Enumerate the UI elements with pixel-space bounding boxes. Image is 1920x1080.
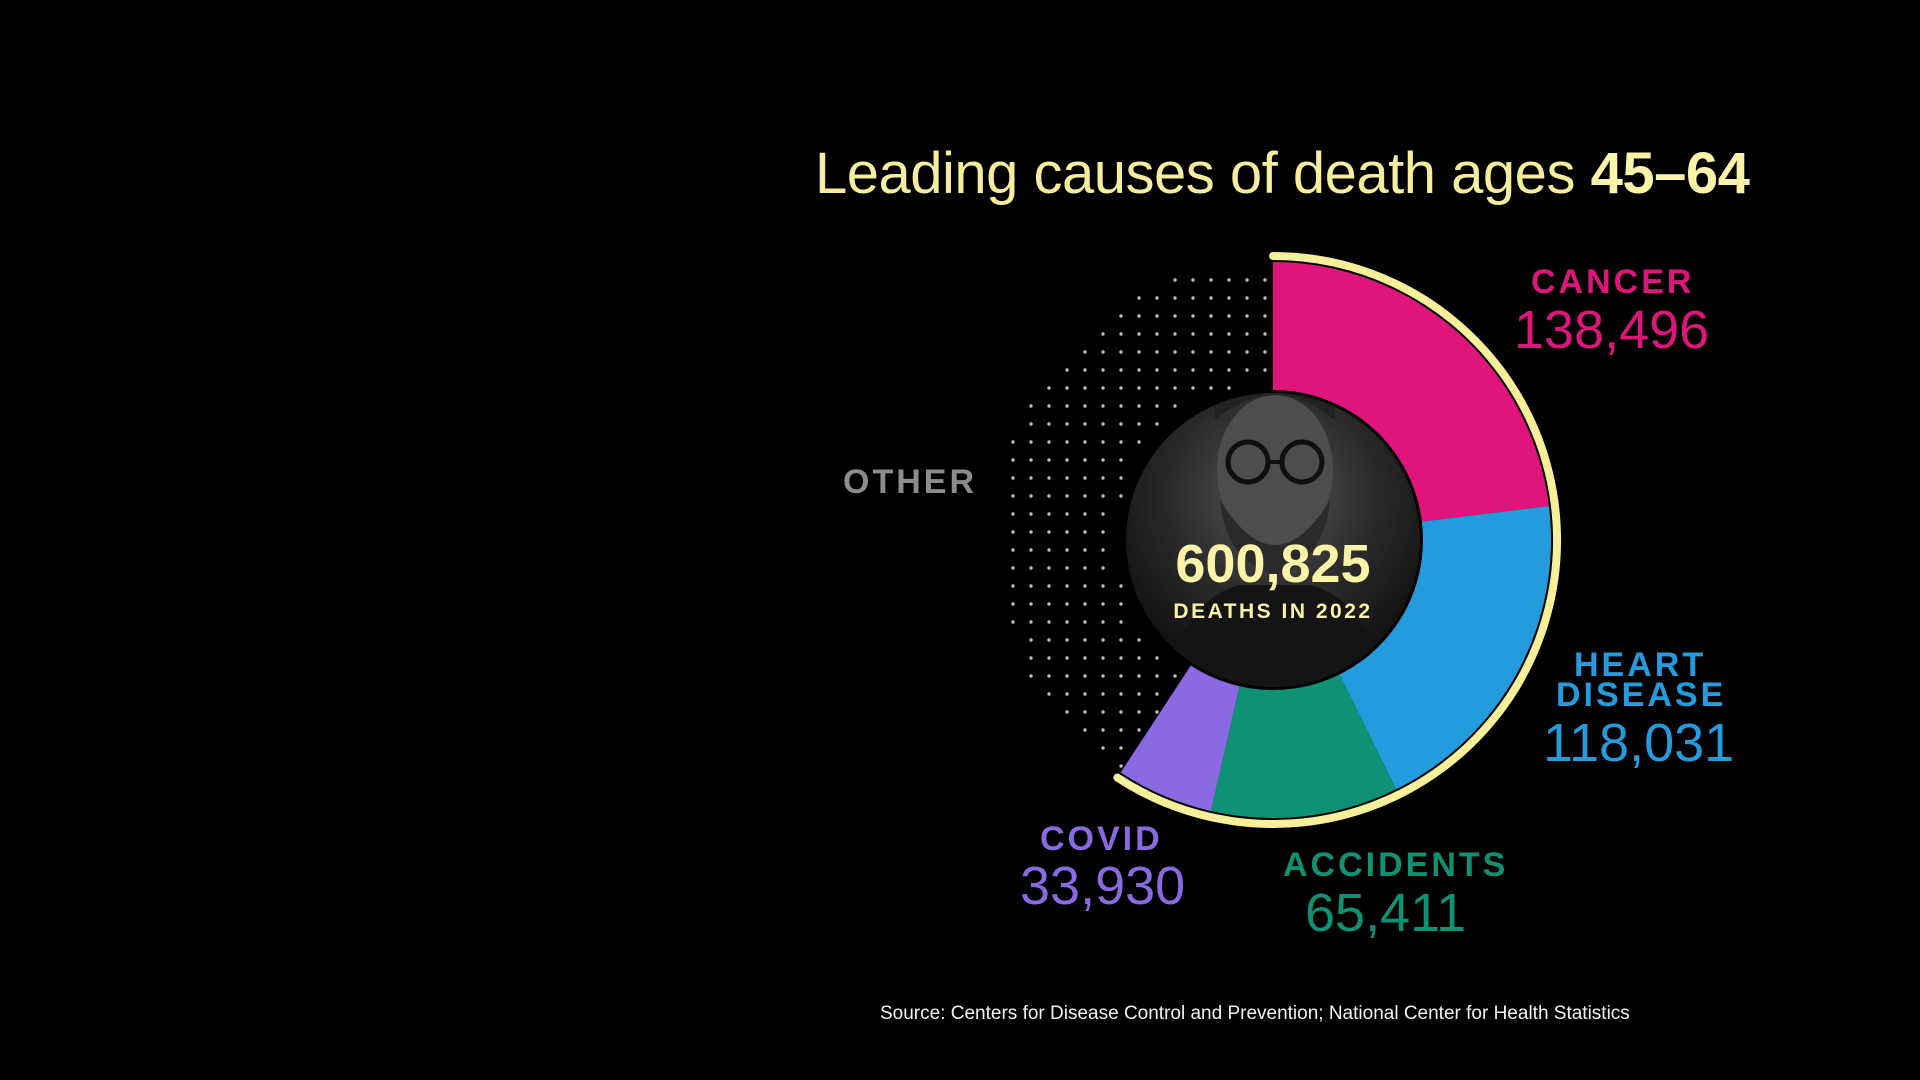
other-dot xyxy=(1011,494,1014,497)
other-dot xyxy=(1119,458,1122,461)
other-dot xyxy=(1011,440,1014,443)
other-dot xyxy=(1209,350,1212,353)
other-dot xyxy=(1101,602,1104,605)
other-dot xyxy=(1263,278,1266,281)
other-dot xyxy=(1209,386,1212,389)
other-dot xyxy=(1065,692,1068,695)
other-dot xyxy=(1119,314,1122,317)
label-accidents-value: 65,411 xyxy=(1305,883,1467,943)
other-dot xyxy=(1047,548,1050,551)
label-heart-disease-value: 118,031 xyxy=(1543,713,1735,773)
label-covid-value: 33,930 xyxy=(1020,856,1186,916)
other-dot xyxy=(1083,386,1086,389)
other-dot xyxy=(1065,368,1068,371)
other-dot xyxy=(1209,332,1212,335)
label-cancer-name: CANCER xyxy=(1531,263,1695,301)
other-dot xyxy=(1137,728,1140,731)
other-dot xyxy=(1065,476,1068,479)
other-dot xyxy=(1101,440,1104,443)
other-dot xyxy=(1083,530,1086,533)
center-total-label: DEATHS IN 2022 xyxy=(1173,600,1373,623)
other-dot xyxy=(1065,566,1068,569)
other-dot xyxy=(1029,674,1032,677)
other-dot xyxy=(1173,368,1176,371)
other-dot xyxy=(1209,314,1212,317)
other-dot xyxy=(1029,566,1032,569)
other-dot xyxy=(1155,674,1158,677)
other-dot xyxy=(1209,368,1212,371)
other-dot xyxy=(1119,422,1122,425)
other-dot xyxy=(1011,566,1014,569)
other-dot xyxy=(1101,512,1104,515)
other-dot xyxy=(1047,422,1050,425)
other-dot xyxy=(1029,422,1032,425)
other-dot xyxy=(1155,314,1158,317)
other-dot xyxy=(1065,458,1068,461)
other-dot xyxy=(1263,350,1266,353)
other-dot xyxy=(1029,548,1032,551)
other-dot xyxy=(1083,476,1086,479)
other-dot xyxy=(1101,422,1104,425)
other-dot xyxy=(1173,674,1176,677)
other-dot xyxy=(1191,350,1194,353)
other-dot xyxy=(1047,692,1050,695)
other-dot xyxy=(1119,404,1122,407)
other-dot xyxy=(1083,692,1086,695)
other-dot xyxy=(1101,350,1104,353)
other-dot xyxy=(1119,386,1122,389)
other-dot xyxy=(1155,422,1158,425)
other-dot xyxy=(1011,584,1014,587)
other-dot xyxy=(1245,296,1248,299)
other-dot xyxy=(1029,512,1032,515)
other-dot xyxy=(1065,440,1068,443)
other-dot xyxy=(1119,638,1122,641)
other-dot xyxy=(1065,512,1068,515)
other-dot xyxy=(1227,386,1230,389)
other-dot xyxy=(1083,494,1086,497)
other-dot xyxy=(1065,548,1068,551)
other-dot xyxy=(1101,728,1104,731)
other-dot xyxy=(1137,638,1140,641)
other-dot xyxy=(1011,620,1014,623)
other-dot xyxy=(1173,332,1176,335)
other-dot xyxy=(1227,350,1230,353)
other-dot xyxy=(1083,584,1086,587)
other-dot xyxy=(1065,530,1068,533)
other-dot xyxy=(1191,314,1194,317)
other-dot xyxy=(1029,404,1032,407)
other-dot xyxy=(1065,422,1068,425)
other-dot xyxy=(1047,494,1050,497)
other-dot xyxy=(1119,710,1122,713)
other-dot xyxy=(1245,314,1248,317)
other-dot xyxy=(1047,584,1050,587)
other-dot xyxy=(1083,548,1086,551)
other-dot xyxy=(1137,692,1140,695)
other-dot xyxy=(1173,350,1176,353)
other-dot xyxy=(1119,476,1122,479)
other-dot xyxy=(1227,314,1230,317)
other-dot xyxy=(1101,368,1104,371)
other-dot xyxy=(1011,476,1014,479)
other-dot xyxy=(1011,548,1014,551)
other-dot xyxy=(1119,692,1122,695)
other-dot xyxy=(1119,656,1122,659)
other-dot xyxy=(1083,602,1086,605)
other-dot xyxy=(1227,368,1230,371)
other-dot xyxy=(1011,530,1014,533)
other-dot xyxy=(1047,566,1050,569)
label-accidents-name: ACCIDENTS xyxy=(1283,846,1509,884)
other-dot xyxy=(1083,620,1086,623)
other-dot xyxy=(1065,602,1068,605)
other-dot xyxy=(1137,674,1140,677)
other-dot xyxy=(1101,710,1104,713)
other-dot xyxy=(1101,548,1104,551)
other-dot xyxy=(1155,296,1158,299)
other-dot xyxy=(1101,530,1104,533)
other-dot xyxy=(1101,656,1104,659)
other-dot xyxy=(1191,296,1194,299)
other-dot xyxy=(1101,404,1104,407)
other-dot xyxy=(1101,746,1104,749)
other-dot xyxy=(1047,620,1050,623)
other-dot xyxy=(1137,350,1140,353)
other-dot xyxy=(1047,674,1050,677)
other-dot xyxy=(1263,314,1266,317)
other-dot xyxy=(1209,278,1212,281)
other-dot xyxy=(1119,350,1122,353)
other-dot xyxy=(1101,386,1104,389)
other-dot xyxy=(1101,620,1104,623)
other-dot xyxy=(1083,440,1086,443)
chart-title-age-range: 45–64 xyxy=(1590,141,1750,206)
other-dot xyxy=(1029,638,1032,641)
other-dot xyxy=(1029,476,1032,479)
other-dot xyxy=(1263,332,1266,335)
other-dot xyxy=(1191,332,1194,335)
other-dot xyxy=(1065,710,1068,713)
other-dot xyxy=(1047,440,1050,443)
other-dot xyxy=(1047,458,1050,461)
other-dot xyxy=(1083,674,1086,677)
other-dot xyxy=(1083,512,1086,515)
other-dot xyxy=(1137,368,1140,371)
other-dot xyxy=(1047,404,1050,407)
other-dot xyxy=(1101,566,1104,569)
other-dot xyxy=(1245,350,1248,353)
other-dot xyxy=(1119,764,1122,767)
other-dot xyxy=(1245,368,1248,371)
other-dot xyxy=(1263,368,1266,371)
other-dot xyxy=(1173,386,1176,389)
other-dot xyxy=(1155,386,1158,389)
other-dot xyxy=(1191,278,1194,281)
other-dot xyxy=(1083,404,1086,407)
other-dot xyxy=(1065,584,1068,587)
other-dot xyxy=(1209,296,1212,299)
other-dot xyxy=(1191,386,1194,389)
center-total-value: 600,825 xyxy=(1175,534,1371,594)
other-dot xyxy=(1137,314,1140,317)
other-dot xyxy=(1155,710,1158,713)
other-dot xyxy=(1047,386,1050,389)
other-dot xyxy=(1227,296,1230,299)
other-dot xyxy=(1155,332,1158,335)
other-dot xyxy=(1029,584,1032,587)
other-dot xyxy=(1137,710,1140,713)
other-dot xyxy=(1065,656,1068,659)
other-dot xyxy=(1047,512,1050,515)
other-dot xyxy=(1245,278,1248,281)
other-dot xyxy=(1101,476,1104,479)
other-dot xyxy=(1083,422,1086,425)
other-dot xyxy=(1047,602,1050,605)
other-dot xyxy=(1119,332,1122,335)
other-dot xyxy=(1227,332,1230,335)
other-dot xyxy=(1227,278,1230,281)
other-dot xyxy=(1101,494,1104,497)
other-dot xyxy=(1119,674,1122,677)
other-dot xyxy=(1083,728,1086,731)
other-dot xyxy=(1083,458,1086,461)
other-dot xyxy=(1173,314,1176,317)
other-dot xyxy=(1029,656,1032,659)
other-dot xyxy=(1083,638,1086,641)
chart-title-text: Leading causes of death ages xyxy=(815,141,1575,206)
other-dot xyxy=(1065,638,1068,641)
other-dot xyxy=(1047,476,1050,479)
other-dot xyxy=(1137,422,1140,425)
other-dot xyxy=(1065,386,1068,389)
other-dot xyxy=(1065,404,1068,407)
other-dot xyxy=(1119,746,1122,749)
other-dot xyxy=(1065,494,1068,497)
other-dot xyxy=(1047,530,1050,533)
other-dot xyxy=(1083,350,1086,353)
other-dot xyxy=(1047,656,1050,659)
other-dot xyxy=(1083,710,1086,713)
other-dot xyxy=(1029,440,1032,443)
other-dot xyxy=(1263,296,1266,299)
other-dot xyxy=(1119,494,1122,497)
other-dot xyxy=(1011,602,1014,605)
label-cancer-value: 138,496 xyxy=(1514,300,1710,360)
other-dot xyxy=(1137,386,1140,389)
other-dot xyxy=(1155,404,1158,407)
other-dot xyxy=(1155,368,1158,371)
other-dot xyxy=(1137,656,1140,659)
other-dot xyxy=(1119,368,1122,371)
other-dot xyxy=(1119,728,1122,731)
other-dot xyxy=(1065,674,1068,677)
other-dot xyxy=(1155,656,1158,659)
other-dot xyxy=(1101,638,1104,641)
label-heart-disease-line1: HEART xyxy=(1574,646,1707,684)
other-dot xyxy=(1047,638,1050,641)
other-dot xyxy=(1029,530,1032,533)
chart-title xyxy=(815,140,1749,207)
other-dot xyxy=(1101,674,1104,677)
other-dot xyxy=(1173,296,1176,299)
label-other-name: OTHER xyxy=(843,463,977,501)
other-dot xyxy=(1173,278,1176,281)
other-dot xyxy=(1011,458,1014,461)
other-dot xyxy=(1029,494,1032,497)
other-dot xyxy=(1137,296,1140,299)
other-dot xyxy=(1011,512,1014,515)
other-dot xyxy=(1101,692,1104,695)
other-dot xyxy=(1029,458,1032,461)
other-dot xyxy=(1137,404,1140,407)
label-heart-disease-line2: DISEASE xyxy=(1556,676,1727,714)
other-dot xyxy=(1191,368,1194,371)
other-dot xyxy=(1173,404,1176,407)
other-dot xyxy=(1119,440,1122,443)
other-dot xyxy=(1155,692,1158,695)
other-dot xyxy=(1101,332,1104,335)
other-dot xyxy=(1155,350,1158,353)
other-dot xyxy=(1029,602,1032,605)
other-dot xyxy=(1083,656,1086,659)
label-covid-name: COVID xyxy=(1040,820,1163,858)
other-dot xyxy=(1029,620,1032,623)
other-dot xyxy=(1065,620,1068,623)
other-dot xyxy=(1137,332,1140,335)
other-dot xyxy=(1083,566,1086,569)
other-dot xyxy=(1101,584,1104,587)
other-dot xyxy=(1101,458,1104,461)
other-dot xyxy=(1083,368,1086,371)
source-note: Source: Centers for Disease Control and Prevention; National Center for Health Statistics xyxy=(880,1003,1630,1024)
other-dot xyxy=(1245,332,1248,335)
other-dot xyxy=(1137,440,1140,443)
